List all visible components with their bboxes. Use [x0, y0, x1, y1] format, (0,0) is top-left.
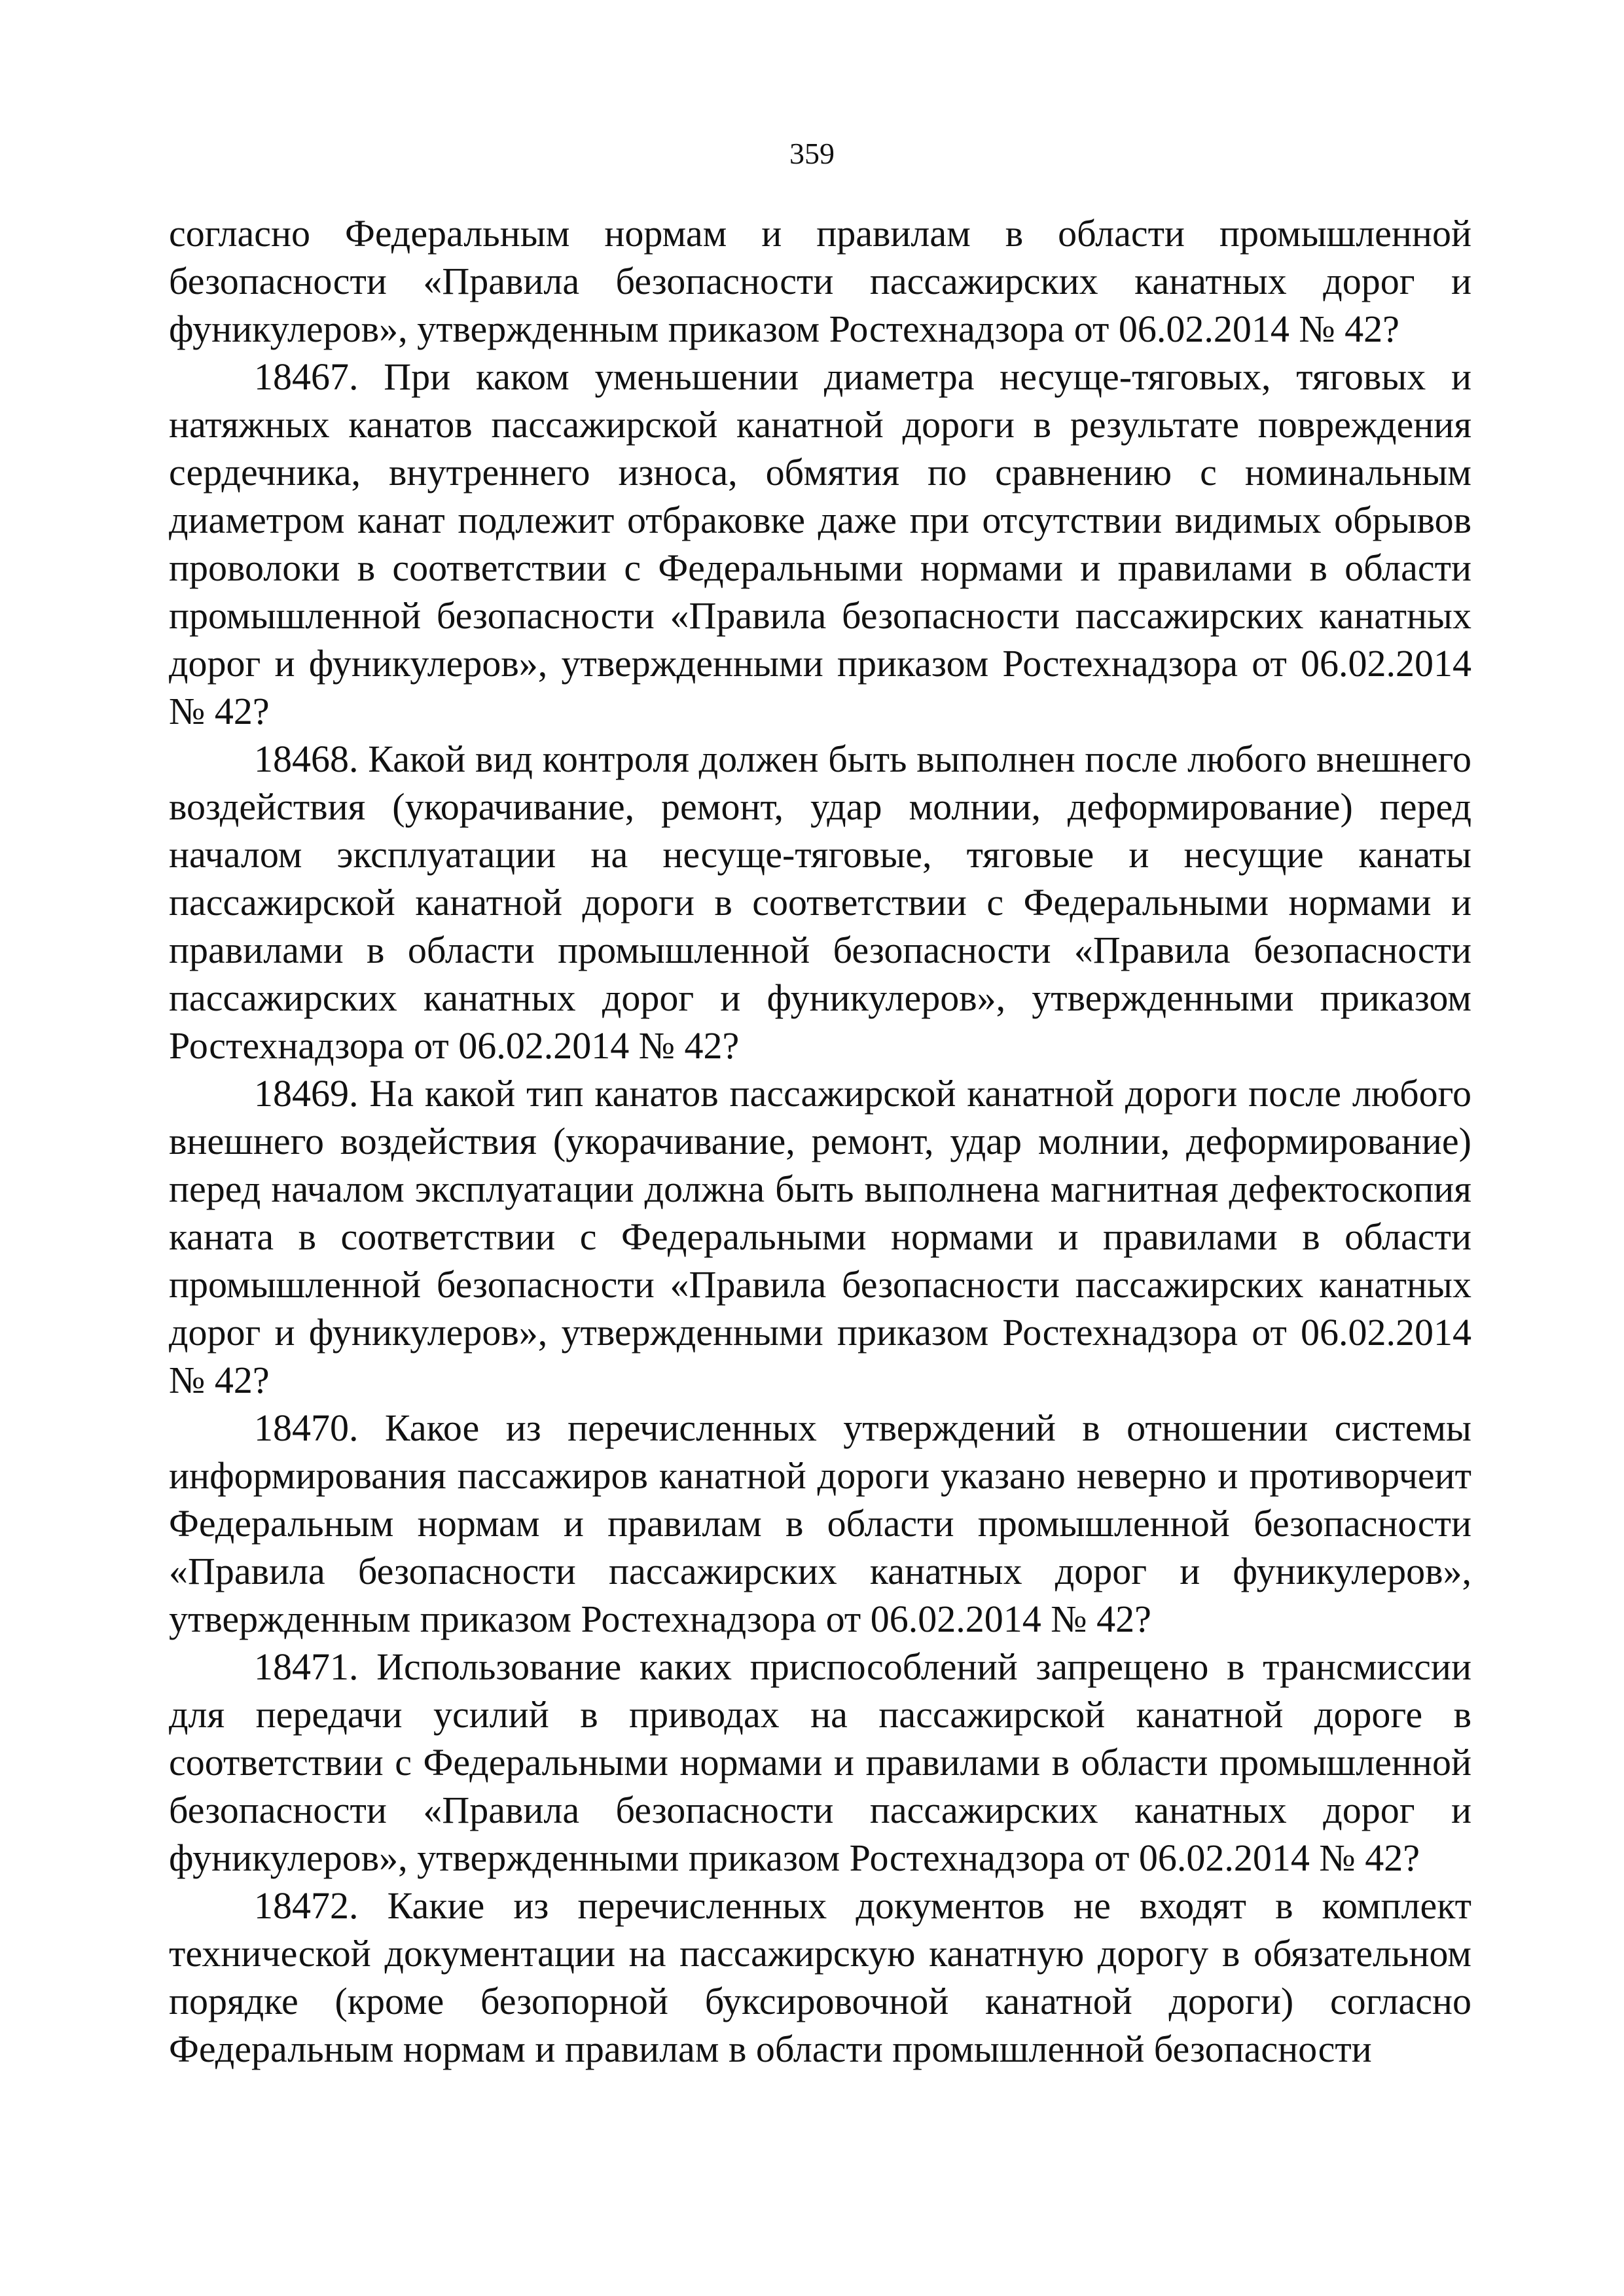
question-18469: 18469. На какой тип канатов пассажирской канатной дороги после любого внешнего воздействия (укорачивание, ремонт, удар молнии, деформирование) перед началом эксплуатации должна быть выполнена магнитная дефектоскопия каната в соответствии с Федеральными нормами и правилами в области промышленной безопасности «Правила безопасности пассажирских канатных дорог и фуникулеров», утвержденными приказом Ростехнадзора от 06.02.2014 № 42? [169, 1072, 1471, 1401]
question-18467: 18467. При каком уменьшении диаметра несуще-тяговых, тяговых и натяжных канатов пассажирской канатной дороги в результате повреждения сердечника, внутреннего износа, обмятия по сравнению с номинальным диаметром канат подлежит отбраковке даже при отсутствии видимых обрывов проволоки в соответствии с Федеральными нормами и правилами в области промышленной безопасности «Правила безопасности пассажирских канатных дорог и фуникулеров», утвержденными приказом Ростехнадзора от 06.02.2014 № 42? [169, 355, 1471, 732]
paragraph-continuation: согласно Федеральным нормам и правилам в области промышленной безопасности «Правила безопасности пассажирских канатных дорог и фуникулеров», утвержденным приказом Ростехнадзора от 06.02.2014 № 42? [169, 212, 1471, 350]
question-18471: 18471. Использование каких приспособлений запрещено в трансмиссии для передачи усилий в приводах на пассажирской канатной дороге в соответствии с Федеральными нормами и правилами в области промышленной безопасности «Правила безопасности пассажирских канатных дорог и фуникулеров», утвержденными приказом Ростехнадзора от 06.02.2014 № 42? [169, 1645, 1471, 1879]
document-body [169, 209, 1471, 2073]
page-number: 359 [789, 137, 835, 170]
question-18472: 18472. Какие из перечисленных документов не входят в комплект технической документации на пассажирскую канатную дорогу в обязательном порядке (кроме безопорной буксировочной канатной дороги) согласно Федеральным нормам и правилам в области промышленной безопасности [169, 1884, 1471, 2070]
question-18468: 18468. Какой вид контроля должен быть выполнен после любого внешнего воздействия (укорачивание, ремонт, удар молнии, деформирование) перед началом эксплуатации на несуще-тяговые, тяговые и несущие канаты пассажирской канатной дороги в соответствии с Федеральными нормами и правилами в области промышленной безопасности «Правила безопасности пассажирских канатных дорог и фуникулеров», утвержденными приказом Ростехнадзора от 06.02.2014 № 42? [169, 738, 1471, 1067]
question-18470: 18470. Какое из перечисленных утверждений в отношении системы информирования пассажиров канатной дороги указано неверно и противорчеит Федеральным нормам и правилам в области промышленной безопасности «Правила безопасности пассажирских канатных дорог и фуникулеров», утвержденным приказом Ростехнадзора от 06.02.2014 № 42? [169, 1407, 1471, 1640]
